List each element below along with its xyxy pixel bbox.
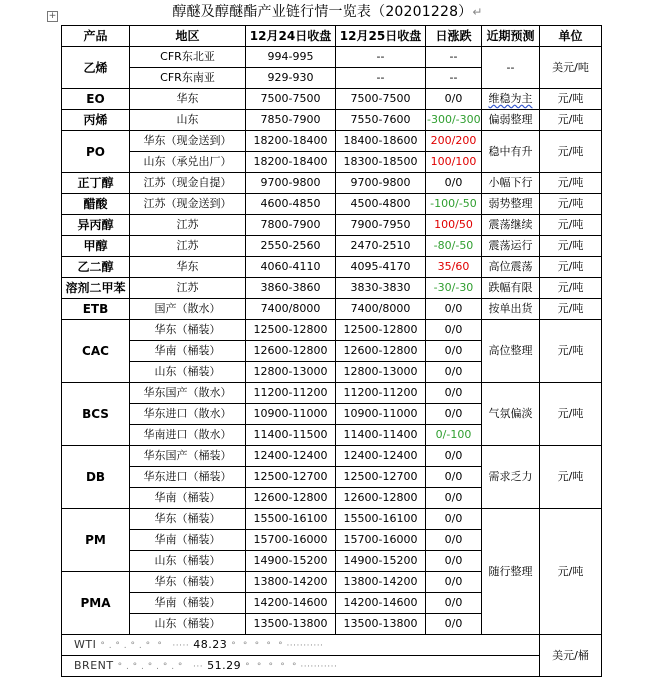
close-1224-cell: 13800-14200	[246, 572, 336, 593]
product-ethylene: 乙烯	[62, 47, 130, 89]
forecast-cell: 按单出货	[482, 299, 540, 320]
unit-cell: 元/吨	[540, 215, 602, 236]
forecast-cell: 随行整理	[482, 509, 540, 635]
product-propylene: 丙烯	[62, 110, 130, 131]
close-1224-cell: 12500-12800	[246, 320, 336, 341]
change-cell: 35/60	[426, 257, 482, 278]
forecast-cell: 弱势整理	[482, 194, 540, 215]
forecast-cell: 气氛偏淡	[482, 383, 540, 446]
close-1224-cell: 14900-15200	[246, 551, 336, 572]
change-cell: 0/0	[426, 404, 482, 425]
table-row	[62, 257, 602, 278]
close-1225-cell: 4095-4170	[336, 257, 426, 278]
change-cell: -100/-50	[426, 194, 482, 215]
forecast-cell: 稳中有升	[482, 131, 540, 173]
product-pma: PMA	[62, 572, 130, 635]
header-row	[62, 26, 602, 47]
close-1224-cell: 7850-7900	[246, 110, 336, 131]
change-cell: -80/-50	[426, 236, 482, 257]
unit-cell: 元/吨	[540, 383, 602, 446]
close-1224-cell: 15500-16100	[246, 509, 336, 530]
region-cell: 国产（散水）	[130, 299, 246, 320]
close-1225-cell: 14200-14600	[336, 593, 426, 614]
close-1224-cell: 994-995	[246, 47, 336, 68]
product-ipa: 异丙醇	[62, 215, 130, 236]
brent-label: BRENT	[74, 658, 114, 672]
unit-cell: 元/吨	[540, 89, 602, 110]
close-1225-cell: 13800-14200	[336, 572, 426, 593]
change-cell: 0/0	[426, 488, 482, 509]
table-row	[62, 131, 602, 152]
close-1225-cell: 11200-11200	[336, 383, 426, 404]
change-cell: 0/0	[426, 362, 482, 383]
header-unit: 单位	[540, 26, 602, 47]
unit-cell: 元/吨	[540, 446, 602, 509]
wti-row	[62, 635, 602, 656]
region-cell: 华南（桶装）	[130, 530, 246, 551]
header-region: 地区	[130, 26, 246, 47]
unit-cell: 元/吨	[540, 194, 602, 215]
close-1225-cell: 10900-11000	[336, 404, 426, 425]
forecast-cell: 震荡运行	[482, 236, 540, 257]
change-cell: 0/0	[426, 173, 482, 194]
region-cell: 华东（桶装）	[130, 320, 246, 341]
brent-price: BRENT ° . ° . ° . ° . ° ··· 51.29 ° ° ° ° ° ···········	[62, 656, 540, 677]
change-cell: 0/0	[426, 572, 482, 593]
region-cell: 华东	[130, 257, 246, 278]
close-1224-cell: 2550-2560	[246, 236, 336, 257]
close-1224-cell: 7500-7500	[246, 89, 336, 110]
region-cell: 江苏（现金送到）	[130, 194, 246, 215]
product-solvent-xylene: 溶剂二甲苯	[62, 278, 130, 299]
change-cell: --	[426, 68, 482, 89]
close-1225-cell: 12500-12800	[336, 320, 426, 341]
change-cell: 200/200	[426, 131, 482, 152]
product-db: DB	[62, 446, 130, 509]
wti-value: 48.23	[193, 637, 228, 651]
close-1224-cell: 9700-9800	[246, 173, 336, 194]
table-move-handle-icon[interactable]: +	[48, 11, 57, 21]
region-cell: 华东国产（桶装）	[130, 446, 246, 467]
unit-cell: 元/吨	[540, 509, 602, 635]
spellcheck-flagged-text: 维稳为主	[488, 92, 533, 105]
product-etb: ETB	[62, 299, 130, 320]
brent-row	[62, 656, 602, 677]
region-cell: 华东（桶装）	[130, 509, 246, 530]
header-daily-change: 日涨跌	[426, 26, 482, 47]
table-row	[62, 383, 602, 404]
close-1224-cell: 4060-4110	[246, 257, 336, 278]
close-1225-cell: 9700-9800	[336, 173, 426, 194]
change-cell: 0/0	[426, 551, 482, 572]
region-cell: CFR东北亚	[130, 47, 246, 68]
change-cell: 0/0	[426, 299, 482, 320]
table-row	[62, 509, 602, 530]
brent-value: 51.29	[207, 658, 242, 672]
product-po: PO	[62, 131, 130, 173]
change-cell: 100/50	[426, 215, 482, 236]
table-row	[62, 299, 602, 320]
close-1224-cell: 12600-12800	[246, 341, 336, 362]
region-cell: 江苏	[130, 236, 246, 257]
product-nbutanol: 正丁醇	[62, 173, 130, 194]
region-cell: 华东进口（散水）	[130, 404, 246, 425]
product-acetic-acid: 醋酸	[62, 194, 130, 215]
region-cell: 华东国产（散水）	[130, 383, 246, 404]
header-close-1224: 12月24日收盘	[246, 26, 336, 47]
unit-cell: 美元/吨	[540, 47, 602, 89]
close-1225-cell: 3830-3830	[336, 278, 426, 299]
close-1225-cell: --	[336, 68, 426, 89]
change-cell: --	[426, 47, 482, 68]
close-1224-cell: 10900-11000	[246, 404, 336, 425]
close-1225-cell: 18400-18600	[336, 131, 426, 152]
close-1224-cell: 14200-14600	[246, 593, 336, 614]
close-1225-cell: 7500-7500	[336, 89, 426, 110]
close-1224-cell: 11400-11500	[246, 425, 336, 446]
table-row	[62, 215, 602, 236]
change-cell: 100/100	[426, 152, 482, 173]
close-1224-cell: 12600-12800	[246, 488, 336, 509]
table-row	[62, 110, 602, 131]
close-1225-cell: 18300-18500	[336, 152, 426, 173]
close-1224-cell: 4600-4850	[246, 194, 336, 215]
table-row	[62, 89, 602, 110]
table-row	[62, 320, 602, 341]
header-forecast: 近期预测	[482, 26, 540, 47]
product-pm: PM	[62, 509, 130, 572]
close-1224-cell: 12800-13000	[246, 362, 336, 383]
close-1224-cell: 15700-16000	[246, 530, 336, 551]
forecast-cell: 需求乏力	[482, 446, 540, 509]
close-1225-cell: 12600-12800	[336, 341, 426, 362]
region-cell: 山东	[130, 110, 246, 131]
close-1225-cell: 7400/8000	[336, 299, 426, 320]
close-1224-cell: 3860-3860	[246, 278, 336, 299]
region-cell: 华东	[130, 89, 246, 110]
page-title: 醇醚及醇醚酯产业链行情一览表（20201228）↵	[172, 4, 483, 20]
close-1224-cell: 12500-12700	[246, 467, 336, 488]
close-1225-cell: 7900-7950	[336, 215, 426, 236]
change-cell: 0/0	[426, 614, 482, 635]
forecast-cell: 高位整理	[482, 320, 540, 383]
region-cell: 山东（承兑出厂）	[130, 152, 246, 173]
change-cell: 0/-100	[426, 425, 482, 446]
change-cell: 0/0	[426, 593, 482, 614]
region-cell: 华南（桶装）	[130, 488, 246, 509]
close-1225-cell: 15500-16100	[336, 509, 426, 530]
close-1224-cell: 18200-18400	[246, 131, 336, 152]
change-cell: 0/0	[426, 89, 482, 110]
close-1225-cell: 14900-15200	[336, 551, 426, 572]
table-row	[62, 278, 602, 299]
close-1224-cell: 13500-13800	[246, 614, 336, 635]
wti-price: WTI ° . ° . ° . ° ° ····· 48.23 ° ° ° ° ° ···········	[62, 635, 540, 656]
close-1225-cell: 2470-2510	[336, 236, 426, 257]
region-cell: 江苏（现金自提）	[130, 173, 246, 194]
close-1225-cell: 12500-12700	[336, 467, 426, 488]
close-1225-cell: 12800-13000	[336, 362, 426, 383]
unit-cell: 元/吨	[540, 131, 602, 173]
region-cell: 华南进口（散水）	[130, 425, 246, 446]
close-1225-cell: 12400-12400	[336, 446, 426, 467]
forecast-cell	[482, 89, 540, 110]
region-cell: 江苏	[130, 215, 246, 236]
table-row	[62, 236, 602, 257]
table-row	[62, 194, 602, 215]
close-1224-cell: 18200-18400	[246, 152, 336, 173]
product-eo: EO	[62, 89, 130, 110]
close-1224-cell: 929-930	[246, 68, 336, 89]
close-1225-cell: 12600-12800	[336, 488, 426, 509]
unit-cell: 元/吨	[540, 320, 602, 383]
crude-unit: 美元/桶	[540, 635, 602, 677]
table-row	[62, 446, 602, 467]
forecast-cell: 跌幅有限	[482, 278, 540, 299]
region-cell: 江苏	[130, 278, 246, 299]
forecast-cell: 震荡继续	[482, 215, 540, 236]
product-bcs: BCS	[62, 383, 130, 446]
header-product: 产品	[62, 26, 130, 47]
forecast-cell: 高位震荡	[482, 257, 540, 278]
unit-cell: 元/吨	[540, 278, 602, 299]
unit-cell: 元/吨	[540, 257, 602, 278]
region-cell: 华东进口（桶装）	[130, 467, 246, 488]
change-cell: 0/0	[426, 320, 482, 341]
region-cell: 山东（桶装）	[130, 551, 246, 572]
region-cell: 华南（桶装）	[130, 341, 246, 362]
unit-cell: 元/吨	[540, 236, 602, 257]
price-table	[61, 25, 602, 677]
forecast-cell: --	[482, 47, 540, 89]
close-1225-cell: 15700-16000	[336, 530, 426, 551]
close-1224-cell: 7400/8000	[246, 299, 336, 320]
region-cell: CFR东南亚	[130, 68, 246, 89]
change-cell: 0/0	[426, 530, 482, 551]
region-cell: 华南（桶装）	[130, 593, 246, 614]
change-cell: 0/0	[426, 446, 482, 467]
close-1224-cell: 11200-11200	[246, 383, 336, 404]
change-cell: 0/0	[426, 383, 482, 404]
header-close-1225: 12月25日收盘	[336, 26, 426, 47]
close-1224-cell: 12400-12400	[246, 446, 336, 467]
forecast-cell: 偏弱整理	[482, 110, 540, 131]
close-1224-cell: 7800-7900	[246, 215, 336, 236]
change-cell: 0/0	[426, 467, 482, 488]
close-1225-cell: 13500-13800	[336, 614, 426, 635]
close-1225-cell: 4500-4800	[336, 194, 426, 215]
wti-label: WTI	[74, 637, 97, 651]
close-1225-cell: --	[336, 47, 426, 68]
product-cac: CAC	[62, 320, 130, 383]
table-row	[62, 47, 602, 68]
unit-cell: 元/吨	[540, 110, 602, 131]
region-cell: 华东（桶装）	[130, 572, 246, 593]
close-1225-cell: 7550-7600	[336, 110, 426, 131]
product-meg: 乙二醇	[62, 257, 130, 278]
unit-cell: 元/吨	[540, 173, 602, 194]
region-cell: 华东（现金送到）	[130, 131, 246, 152]
change-cell: -30/-30	[426, 278, 482, 299]
change-cell: -300/-300	[426, 110, 482, 131]
forecast-cell: 小幅下行	[482, 173, 540, 194]
region-cell: 山东（桶装）	[130, 362, 246, 383]
region-cell: 山东（桶装）	[130, 614, 246, 635]
unit-cell: 元/吨	[540, 299, 602, 320]
change-cell: 0/0	[426, 509, 482, 530]
product-methanol: 甲醇	[62, 236, 130, 257]
table-row	[62, 173, 602, 194]
change-cell: 0/0	[426, 341, 482, 362]
close-1225-cell: 11400-11400	[336, 425, 426, 446]
